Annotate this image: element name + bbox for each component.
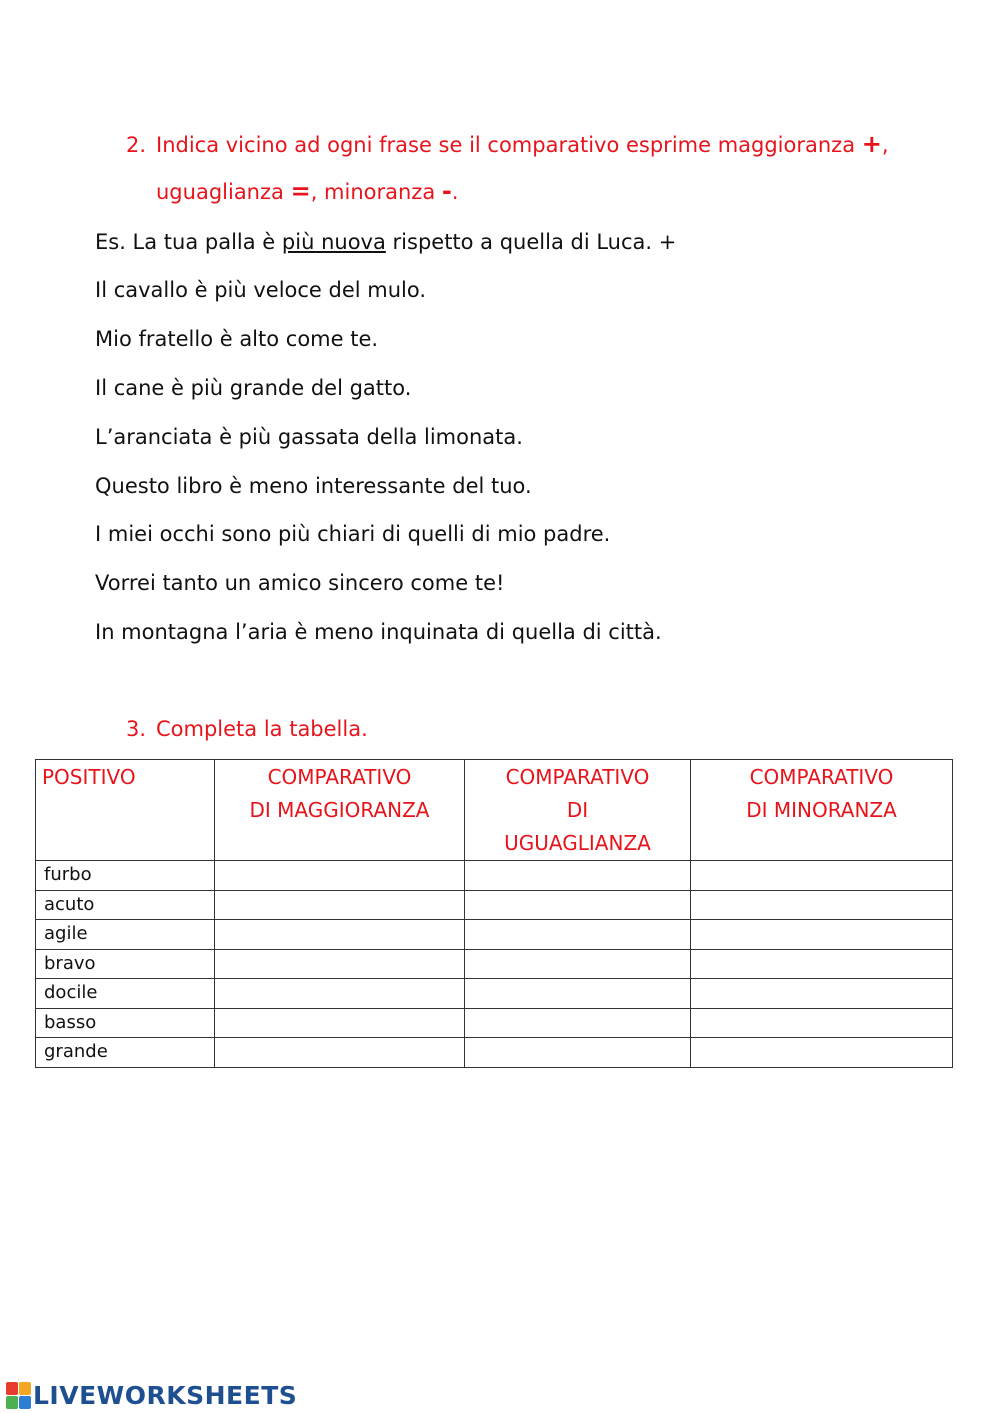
answer-cell-uguaglianza[interactable] xyxy=(465,979,691,1009)
answer-cell-uguaglianza[interactable] xyxy=(465,1008,691,1038)
answer-cell-maggioranza[interactable] xyxy=(215,890,465,920)
answer-cell-minoranza[interactable] xyxy=(691,1038,953,1068)
answer-cell-minoranza[interactable] xyxy=(691,1008,953,1038)
table-row xyxy=(36,949,953,979)
equals-symbol: = xyxy=(290,177,311,205)
header-uguaglianza: COMPARATIVO DI UGUAGLIANZA xyxy=(465,760,691,861)
answer-cell-maggioranza[interactable] xyxy=(215,1008,465,1038)
positive-adjective: basso xyxy=(36,1008,215,1038)
exercise-3-instructions xyxy=(126,706,926,752)
answer-cell-uguaglianza[interactable] xyxy=(465,920,691,950)
table-row xyxy=(36,920,953,950)
exercise-2-line-2: uguaglianza =, minoranza -. xyxy=(156,177,459,205)
table-row xyxy=(36,1038,953,1068)
table-row xyxy=(36,890,953,920)
answer-cell-uguaglianza[interactable] xyxy=(465,949,691,979)
answer-cell-maggioranza[interactable] xyxy=(215,949,465,979)
minus-symbol: - xyxy=(441,177,452,205)
example-sentence: Es. La tua palla è più nuova rispetto a quella di Luca. + xyxy=(95,230,677,254)
plus-symbol: + xyxy=(861,130,882,158)
exercise-2-line-1: Indica vicino ad ogni frase se il comparativo esprime maggioranza xyxy=(156,133,856,157)
table-header-row xyxy=(36,760,953,861)
positive-adjective: agile xyxy=(36,920,215,950)
sentence-item: L’aranciata è più gassata della limonata. xyxy=(95,425,523,449)
positive-adjective: grande xyxy=(36,1038,215,1068)
answer-cell-maggioranza[interactable] xyxy=(215,979,465,1009)
answer-cell-minoranza[interactable] xyxy=(691,861,953,891)
sentence-item: Vorrei tanto un amico sincero come te! xyxy=(95,571,505,595)
table-row xyxy=(36,979,953,1009)
exercise-2-number: 2. xyxy=(126,133,147,157)
answer-cell-uguaglianza[interactable] xyxy=(465,890,691,920)
positive-adjective: furbo xyxy=(36,861,215,891)
table-row xyxy=(36,861,953,891)
answer-cell-maggioranza[interactable] xyxy=(215,861,465,891)
positive-adjective: docile xyxy=(36,979,215,1009)
answer-cell-minoranza[interactable] xyxy=(691,949,953,979)
liveworksheets-logo[interactable] xyxy=(6,1380,297,1410)
answer-cell-maggioranza[interactable] xyxy=(215,1038,465,1068)
header-minoranza: COMPARATIVO DI MINORANZA xyxy=(691,760,953,861)
sentence-item: Il cavallo è più veloce del mulo. xyxy=(95,278,427,302)
positive-adjective: bravo xyxy=(36,949,215,979)
exercise-2-instructions: 2. Indica vicino ad ogni frase se il comparativo esprime maggioranza +, uguaglianza =, minoranza -. xyxy=(126,121,926,215)
header-maggioranza: COMPARATIVO DI MAGGIORANZA xyxy=(215,760,465,861)
sentence-item: In montagna l’aria è meno inquinata di quella di città. xyxy=(95,620,662,644)
answer-cell-maggioranza[interactable] xyxy=(215,920,465,950)
logo-text: LIVEWORKSHEETS xyxy=(33,1380,298,1410)
comparatives-table xyxy=(35,759,953,1068)
sentence-item: I miei occhi sono più chiari di quelli di mio padre. xyxy=(95,522,611,546)
answer-cell-minoranza[interactable] xyxy=(691,979,953,1009)
positive-adjective: acuto xyxy=(36,890,215,920)
table-row xyxy=(36,1008,953,1038)
sentence-item: Il cane è più grande del gatto. xyxy=(95,376,412,400)
exercise-3-number: 3. xyxy=(126,717,147,741)
exercise-3-title: Completa la tabella. xyxy=(156,717,368,741)
sentence-item: Mio fratello è alto come te. xyxy=(95,327,379,351)
answer-cell-minoranza[interactable] xyxy=(691,890,953,920)
answer-cell-uguaglianza[interactable] xyxy=(465,1038,691,1068)
sentence-item: Questo libro è meno interessante del tuo. xyxy=(95,474,532,498)
example-underlined: più nuova xyxy=(281,230,386,254)
header-positivo: POSITIVO xyxy=(36,760,215,861)
answer-cell-minoranza[interactable] xyxy=(691,920,953,950)
answer-cell-uguaglianza[interactable] xyxy=(465,861,691,891)
logo-blocks-icon xyxy=(6,1382,31,1409)
